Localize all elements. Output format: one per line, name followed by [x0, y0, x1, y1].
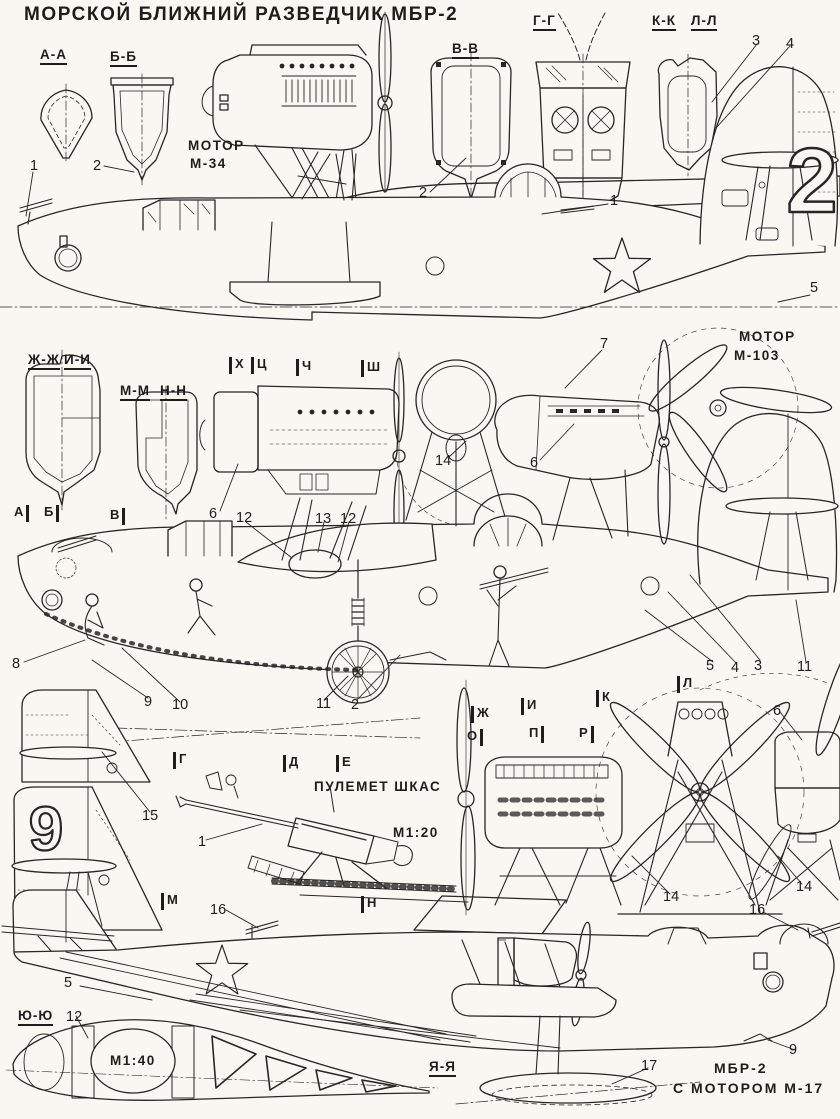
section-label-gg: Г-Г	[533, 13, 556, 31]
station-mark-g: Г	[173, 752, 186, 769]
station-mark-ch: Ч	[296, 359, 311, 376]
section-label-bb: Б-Б	[110, 49, 137, 67]
section-aa-drawing	[41, 84, 92, 164]
callout-1-turret: 1	[610, 193, 619, 209]
section-mm-nn-drawing	[136, 386, 197, 520]
station-mark-l: Л	[677, 676, 692, 693]
callout-12-spar: 12	[66, 1009, 83, 1025]
caption-variant-1: МБР-2	[714, 1060, 768, 1076]
station-mark-o: О	[467, 729, 483, 746]
section-label-aa: А-А	[40, 47, 67, 65]
callout-1-nose-gun: 1	[30, 158, 39, 174]
callout-16-bowgun: 16	[749, 902, 766, 918]
station-mark-d: Д	[283, 755, 298, 772]
station-mark-e: Е	[336, 755, 351, 772]
callout-9-seat: 9	[144, 694, 153, 710]
callout-2-vv: 2	[419, 185, 428, 201]
callout-14-radmount: 14	[796, 879, 813, 895]
tail-fin-plain-drawing	[20, 690, 153, 782]
section-label-mm: М-М	[120, 383, 150, 401]
callout-16-deckgun: 16	[210, 902, 227, 918]
section-label-ii: И-И	[64, 352, 91, 370]
section-label-yuyu: Ю-Ю	[18, 1008, 53, 1026]
callout-14-propmount: 14	[663, 889, 680, 905]
station-mark-r: Р	[579, 726, 594, 743]
callout-9-step: 9	[789, 1042, 798, 1058]
callout-5-keel: 5	[810, 280, 819, 296]
callout-17-ski: 17	[641, 1058, 658, 1074]
tail-number-9: 9	[28, 795, 64, 864]
caption-variant-2: С МОТОРОМ М-17	[673, 1080, 825, 1096]
section-label-zhzh: Ж-Ж	[28, 352, 60, 370]
callout-15-fin: 15	[142, 808, 159, 824]
callout-3-kk: 3	[752, 33, 761, 49]
callout-1-shkas: 1	[198, 834, 207, 850]
drawing-title: МОРСКОЙ БЛИЖНИЙ РАЗВЕДЧИК МБР-2	[24, 4, 459, 25]
callout-4-frame: 4	[731, 660, 740, 676]
engine-m34-drawing	[202, 12, 392, 206]
callout-11-stabstrut: 11	[797, 659, 813, 675]
station-mark-zh: Ж	[471, 706, 489, 723]
callout-10-cockpit: 10	[172, 697, 189, 713]
tail-number-2: 2	[786, 130, 838, 232]
caption-gun-title: ПУЛЕМЕТ ШКАС	[314, 779, 442, 794]
callout-2-planking: 2	[351, 697, 360, 713]
station-mark-sh: Ш	[361, 360, 380, 377]
station-mark-p: П	[529, 726, 544, 743]
callout-5-stringer: 5	[706, 658, 715, 674]
caption-motor-m103-2: М-103	[734, 348, 780, 363]
caption-motor-m103-1: МОТОР	[739, 329, 796, 344]
callout-11-gear: 11	[316, 696, 332, 712]
callout-14-radiator: 14	[435, 453, 452, 469]
section-bb-drawing	[111, 74, 173, 188]
section-label-nn: Н-Н	[160, 383, 187, 401]
section-label-vv: В-В	[452, 41, 479, 59]
callout-5-bracing: 5	[64, 975, 73, 991]
caption-gun-scale: М1:20	[393, 825, 439, 840]
tail-fin-top	[700, 67, 838, 246]
station-mark-ts: Ц	[251, 357, 267, 374]
callout-2-bb: 2	[93, 158, 102, 174]
station-mark-n: Н	[361, 896, 376, 913]
propeller-front-4blade-drawing	[596, 688, 804, 914]
callout-12-wing: 12	[340, 511, 357, 527]
station-mark-i: И	[521, 698, 536, 715]
caption-motor-m34-1: МОТОР	[188, 138, 245, 153]
station-mark-kh: Х	[229, 357, 244, 374]
caption-rib-scale: М1:40	[110, 1053, 156, 1068]
callout-6-nacelle: 6	[530, 455, 539, 471]
callout-4-ll: 4	[786, 36, 795, 52]
callout-3-tail: 3	[754, 658, 763, 674]
callout-6-radblock: 6	[209, 506, 218, 522]
section-label-yaya: Я-Я	[429, 1059, 456, 1077]
section-label-ll: Л-Л	[691, 13, 717, 31]
station-mark-v: В	[110, 508, 125, 525]
station-mark-b: Б	[44, 505, 59, 522]
section-label-kk: К-К	[652, 13, 676, 31]
section-zhzh-ii-drawing	[26, 350, 100, 510]
station-mark-m: М	[161, 893, 178, 910]
callout-13-wing: 13	[315, 511, 332, 527]
caption-motor-m34-2: М-34	[190, 156, 227, 171]
callout-7-nacelle: 7	[600, 336, 609, 352]
station-mark-k: К	[596, 690, 610, 707]
callout-12-strut: 12	[236, 510, 253, 526]
callout-8-bow: 8	[12, 656, 21, 672]
station-mark-a: А	[14, 505, 29, 522]
callout-6-radrear: 6	[773, 703, 782, 719]
